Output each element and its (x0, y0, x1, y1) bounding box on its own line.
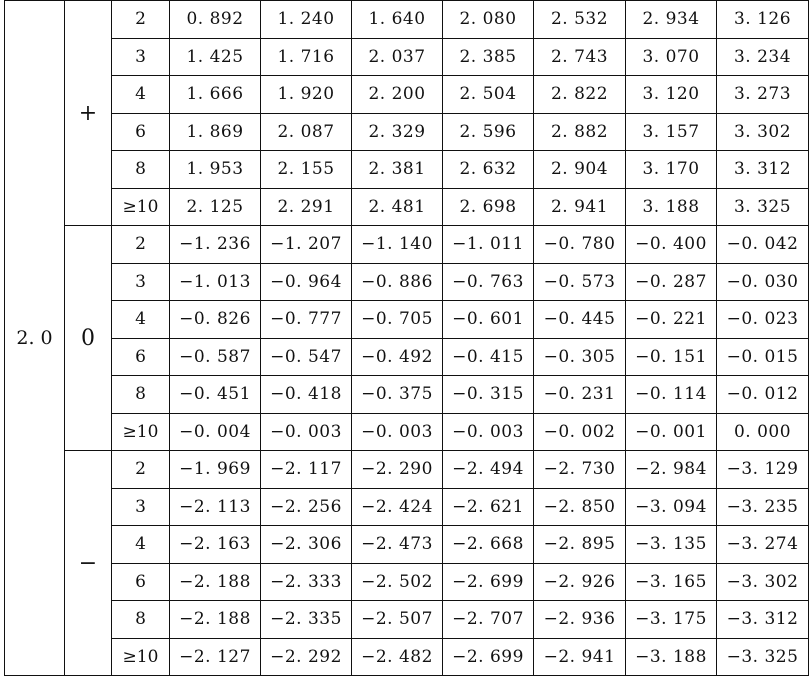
value-cell: −2. 292 (261, 638, 352, 676)
value-cell: 3. 273 (717, 76, 809, 114)
n-cell: 4 (112, 526, 170, 564)
value-cell: −2. 699 (443, 563, 534, 601)
value-cell: −2. 306 (261, 526, 352, 564)
n-cell: 8 (112, 376, 170, 414)
value-cell: 1. 666 (170, 76, 261, 114)
value-cell: 1. 869 (170, 113, 261, 151)
value-cell: −0. 003 (261, 413, 352, 451)
n-cell: 6 (112, 563, 170, 601)
value-cell: 2. 080 (443, 1, 534, 39)
value-cell: −3. 235 (717, 488, 809, 526)
value-cell: −0. 400 (626, 226, 717, 264)
value-cell: 2. 822 (534, 76, 626, 114)
n-cell: ≥10 (112, 188, 170, 226)
value-cell: 2. 596 (443, 113, 534, 151)
value-cell: −2. 424 (352, 488, 443, 526)
table-row (5, 563, 809, 601)
value-cell: 2. 698 (443, 188, 534, 226)
value-cell: −1. 207 (261, 226, 352, 264)
value-cell: −2. 256 (261, 488, 352, 526)
value-cell: 3. 126 (717, 1, 809, 39)
value-cell: −0. 886 (352, 263, 443, 301)
value-cell: −0. 587 (170, 338, 261, 376)
value-cell: −2. 113 (170, 488, 261, 526)
n-cell: 6 (112, 113, 170, 151)
table-row (5, 413, 809, 451)
value-cell: 2. 385 (443, 38, 534, 76)
value-cell: −0. 003 (443, 413, 534, 451)
n-cell: 8 (112, 601, 170, 639)
n-cell: 4 (112, 76, 170, 114)
value-cell: −3. 094 (626, 488, 717, 526)
value-cell: 3. 170 (626, 151, 717, 189)
value-cell: −3. 165 (626, 563, 717, 601)
table-row (5, 113, 809, 151)
n-cell: 4 (112, 301, 170, 339)
value-cell: −0. 004 (170, 413, 261, 451)
value-cell: −2. 188 (170, 563, 261, 601)
value-cell: 2. 941 (534, 188, 626, 226)
table-row (5, 301, 809, 339)
coefficient-cell: 2. 0 (5, 1, 65, 676)
value-cell: 2. 087 (261, 113, 352, 151)
n-cell: 3 (112, 488, 170, 526)
value-cell: 3. 070 (626, 38, 717, 76)
value-cell: 3. 302 (717, 113, 809, 151)
sign-cell: − (65, 451, 112, 676)
value-cell: −0. 023 (717, 301, 809, 339)
n-cell: 2 (112, 226, 170, 264)
value-cell: 2. 200 (352, 76, 443, 114)
table-row (5, 76, 809, 114)
value-cell: −0. 042 (717, 226, 809, 264)
value-cell: −2. 290 (352, 451, 443, 489)
table-row (5, 376, 809, 414)
n-cell: 2 (112, 451, 170, 489)
value-cell: 0. 000 (717, 413, 809, 451)
value-cell: −0. 221 (626, 301, 717, 339)
value-cell: 3. 188 (626, 188, 717, 226)
value-cell: −3. 188 (626, 638, 717, 676)
value-cell: 2. 632 (443, 151, 534, 189)
value-cell: −0. 492 (352, 338, 443, 376)
value-cell: 0. 892 (170, 1, 261, 39)
value-cell: 1. 640 (352, 1, 443, 39)
sign-cell: + (65, 1, 112, 226)
value-cell: −0. 601 (443, 301, 534, 339)
value-cell: 2. 155 (261, 151, 352, 189)
value-cell: −2. 941 (534, 638, 626, 676)
table-row (5, 451, 809, 489)
value-cell: −2. 333 (261, 563, 352, 601)
value-cell: −0. 964 (261, 263, 352, 301)
value-cell: 3. 325 (717, 188, 809, 226)
value-cell: −2. 163 (170, 526, 261, 564)
value-cell: −0. 375 (352, 376, 443, 414)
value-cell: −0. 012 (717, 376, 809, 414)
value-cell: −0. 287 (626, 263, 717, 301)
value-cell: 2. 291 (261, 188, 352, 226)
value-cell: −2. 117 (261, 451, 352, 489)
value-cell: −2. 507 (352, 601, 443, 639)
table-row (5, 488, 809, 526)
value-cell: 2. 381 (352, 151, 443, 189)
value-cell: −1. 236 (170, 226, 261, 264)
value-cell: −3. 135 (626, 526, 717, 564)
value-cell: −2. 707 (443, 601, 534, 639)
value-cell: 1. 953 (170, 151, 261, 189)
value-cell: 2. 125 (170, 188, 261, 226)
value-cell: 3. 157 (626, 113, 717, 151)
value-cell: −0. 445 (534, 301, 626, 339)
value-cell: −2. 335 (261, 601, 352, 639)
value-cell: −0. 415 (443, 338, 534, 376)
table-row (5, 601, 809, 639)
value-cell: −3. 302 (717, 563, 809, 601)
value-cell: −0. 001 (626, 413, 717, 451)
value-cell: −2. 502 (352, 563, 443, 601)
value-cell: −2. 850 (534, 488, 626, 526)
table-row (5, 263, 809, 301)
sign-cell: 0 (65, 226, 112, 451)
value-cell: −0. 030 (717, 263, 809, 301)
value-cell: −2. 936 (534, 601, 626, 639)
value-cell: −2. 984 (626, 451, 717, 489)
table-row (5, 151, 809, 189)
value-cell: −3. 129 (717, 451, 809, 489)
value-cell: 1. 425 (170, 38, 261, 76)
value-cell: 2. 882 (534, 113, 626, 151)
value-cell: −0. 451 (170, 376, 261, 414)
value-cell: 2. 481 (352, 188, 443, 226)
table-row (5, 1, 809, 39)
table-container (4, 0, 809, 676)
value-cell: −0. 231 (534, 376, 626, 414)
table-row (5, 226, 809, 264)
value-cell: −2. 699 (443, 638, 534, 676)
value-cell: −0. 151 (626, 338, 717, 376)
value-cell: −2. 482 (352, 638, 443, 676)
value-cell: −3. 175 (626, 601, 717, 639)
value-cell: 1. 920 (261, 76, 352, 114)
value-cell: 2. 904 (534, 151, 626, 189)
value-cell: −3. 312 (717, 601, 809, 639)
value-cell: −3. 274 (717, 526, 809, 564)
n-cell: 3 (112, 38, 170, 76)
value-cell: −2. 895 (534, 526, 626, 564)
table-row (5, 188, 809, 226)
value-cell: −0. 763 (443, 263, 534, 301)
value-cell: −2. 473 (352, 526, 443, 564)
value-cell: −0. 826 (170, 301, 261, 339)
value-cell: −0. 015 (717, 338, 809, 376)
value-cell: −2. 621 (443, 488, 534, 526)
value-cell: 2. 037 (352, 38, 443, 76)
value-cell: −0. 114 (626, 376, 717, 414)
value-cell: −0. 003 (352, 413, 443, 451)
n-cell: ≥10 (112, 413, 170, 451)
value-cell: 1. 716 (261, 38, 352, 76)
table-row (5, 38, 809, 76)
value-cell: −1. 011 (443, 226, 534, 264)
value-cell: −2. 926 (534, 563, 626, 601)
value-cell: 2. 329 (352, 113, 443, 151)
value-cell: −1. 013 (170, 263, 261, 301)
n-cell: 6 (112, 338, 170, 376)
value-cell: 3. 120 (626, 76, 717, 114)
data-table (4, 0, 809, 676)
value-cell: 3. 234 (717, 38, 809, 76)
n-cell: ≥10 (112, 638, 170, 676)
value-cell: 2. 934 (626, 1, 717, 39)
value-cell: 1. 240 (261, 1, 352, 39)
value-cell: −2. 494 (443, 451, 534, 489)
value-cell: −0. 418 (261, 376, 352, 414)
value-cell: −0. 705 (352, 301, 443, 339)
value-cell: −2. 127 (170, 638, 261, 676)
table-row (5, 638, 809, 676)
value-cell: −0. 573 (534, 263, 626, 301)
value-cell: −0. 777 (261, 301, 352, 339)
value-cell: −0. 002 (534, 413, 626, 451)
value-cell: −1. 140 (352, 226, 443, 264)
table-row (5, 526, 809, 564)
value-cell: 2. 504 (443, 76, 534, 114)
value-cell: 2. 532 (534, 1, 626, 39)
value-cell: 2. 743 (534, 38, 626, 76)
value-cell: −0. 305 (534, 338, 626, 376)
n-cell: 3 (112, 263, 170, 301)
value-cell: −3. 325 (717, 638, 809, 676)
value-cell: −2. 668 (443, 526, 534, 564)
value-cell: −0. 315 (443, 376, 534, 414)
n-cell: 2 (112, 1, 170, 39)
value-cell: −2. 730 (534, 451, 626, 489)
table-row (5, 338, 809, 376)
value-cell: 3. 312 (717, 151, 809, 189)
value-cell: −0. 780 (534, 226, 626, 264)
value-cell: −1. 969 (170, 451, 261, 489)
value-cell: −0. 547 (261, 338, 352, 376)
value-cell: −2. 188 (170, 601, 261, 639)
n-cell: 8 (112, 151, 170, 189)
